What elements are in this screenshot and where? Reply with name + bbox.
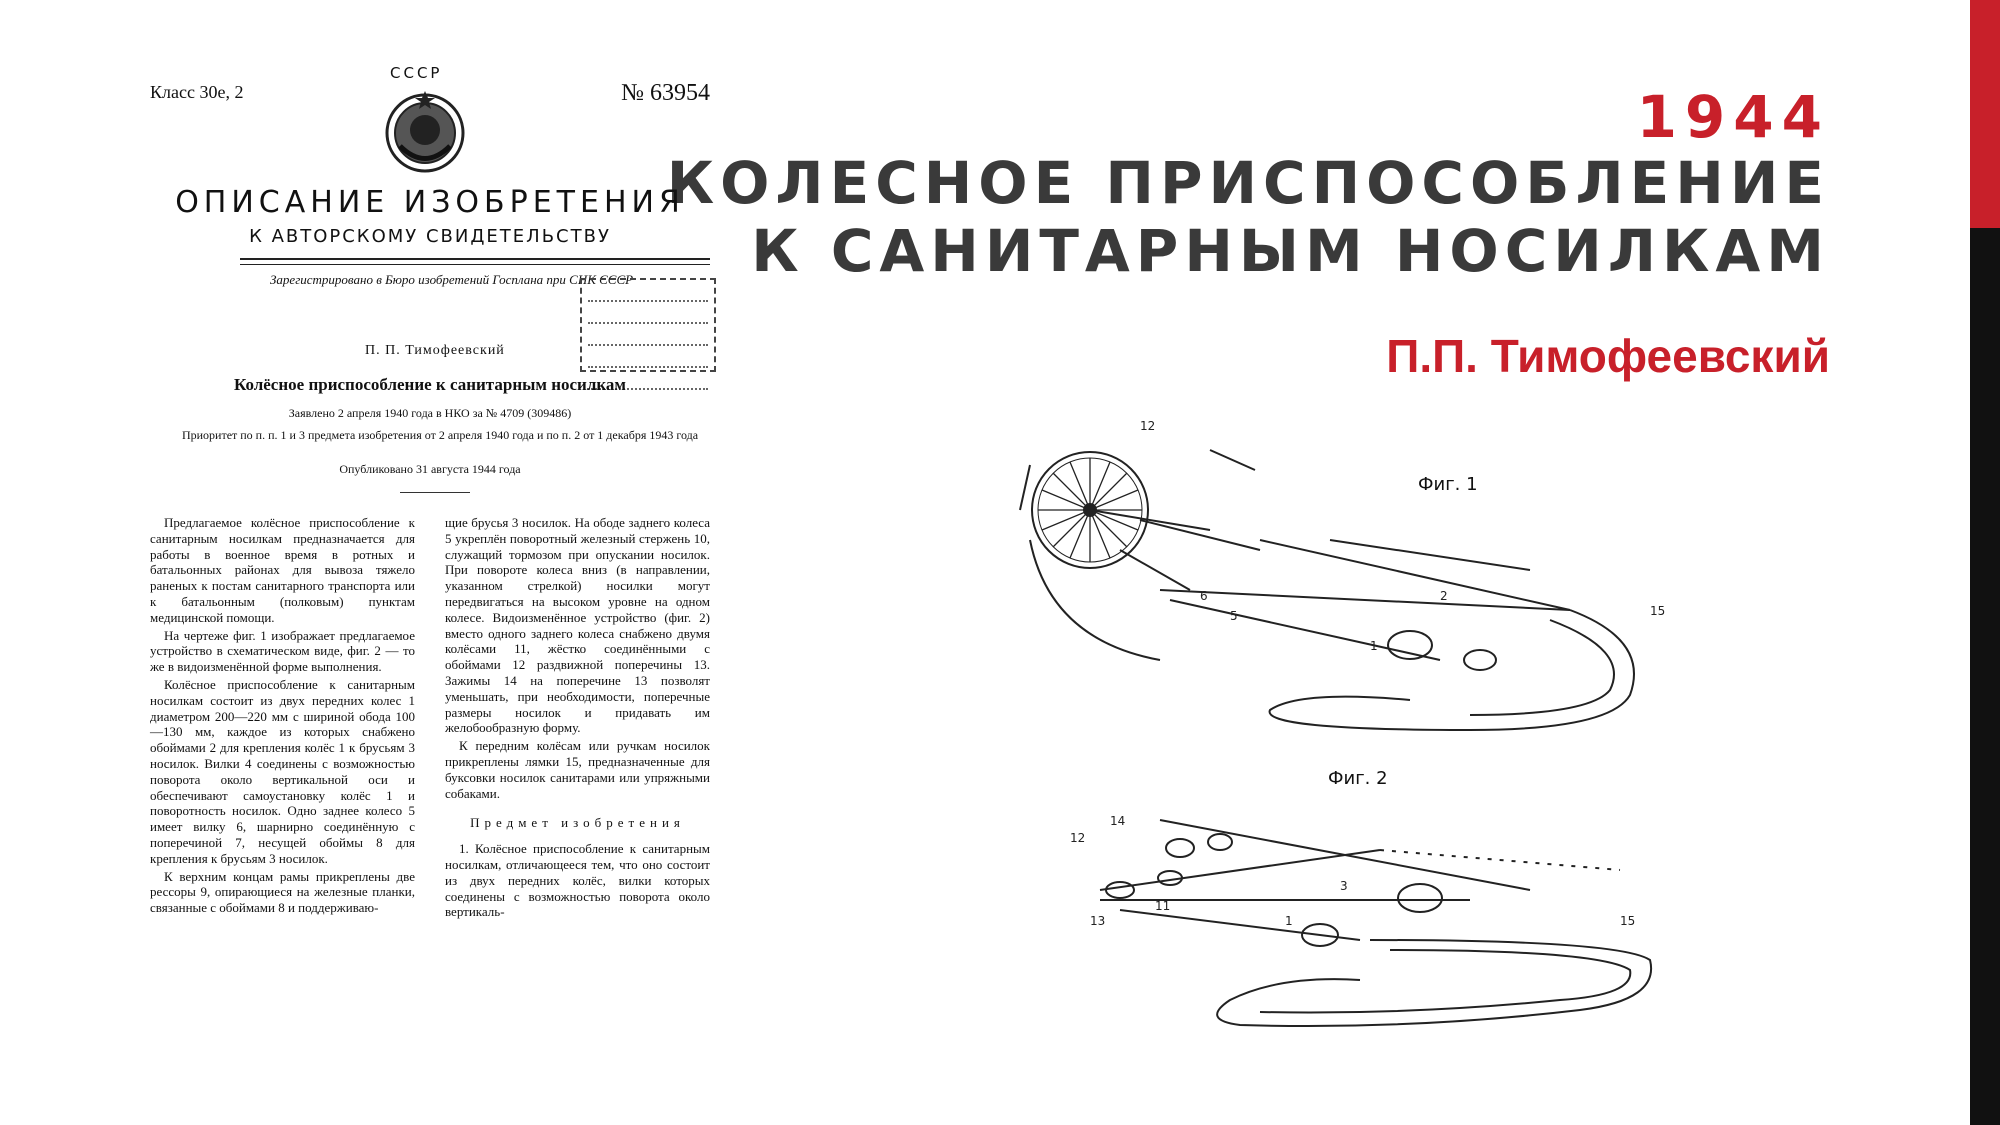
patent-document [140,60,720,1060]
slide-title-line-1: КОЛЕСНОЕ ПРИСПОСОБЛЕНИЕ [666,149,1830,217]
patent-declared: Заявлено 2 апреля 1940 года в НКО за № 4709 (309486) [288,406,572,420]
patent-claim: 1. Колёсное приспособление к санитарным носилкам, отличающееся тем, что оно состоит из двух передних колёс, вилки которых соединены с возможностью поворота около вертикаль- [445,841,710,920]
patent-subject-heading: Предмет изобретения [470,815,685,831]
library-stamp [580,278,716,372]
patent-paragraph: щие брусья 3 носилок. На ободе заднего колеса 5 укреплён поворотный железный стержень 10, служащий тормозом при опускании носилок. При повороте колеса вниз (в направлении, указанном стрелкой) носилки могут передвигаться на высоком уровне на одном колесе. Видоизменённое устройство (фиг. 2) вместо одного заднего колеса снабжено двумя колёсами 11, жёстко соединёнными с обоймами 12 раздвижной поперечины 13. Зажимы 14 на поперечине 13 позволят уменьшать, при необходимости, поперечные размеры носилок и придавать им желобообразную форму. [445,515,710,736]
divider [240,258,710,260]
svg-text:3: 3 [1340,879,1348,893]
slide-title-line-2: К САНИТАРНЫМ НОСИЛКАМ [751,217,1830,285]
svg-text:14: 14 [1110,814,1126,828]
svg-text:15: 15 [1650,604,1666,618]
patent-priority: Приоритет по п. п. 1 и 3 предмета изобретения от 2 апреля 1940 года и по п. 2 от 1 декабря 1943 года [181,428,699,442]
accent-bar-black [1970,228,2000,1125]
patent-published: Опубликовано 31 августа 1944 года [339,462,521,476]
figure-2-label: Фиг. 2 [1328,768,1388,789]
patent-left-column [150,515,415,918]
patent-ussr-label: СССР [390,64,443,82]
svg-text:13: 13 [1090,914,1106,928]
slide-title-block [667,85,1830,383]
svg-text:1: 1 [1285,914,1293,928]
slide-author: П.П. Тимофеевский [1386,330,1830,382]
patent-paragraph: К верхним концам рамы прикреплены две рессоры 9, опирающиеся на железные планки, связанные с обоймами 8 и поддерживаю- [150,868,415,916]
divider [240,264,710,265]
patent-right-column [445,515,710,922]
patent-class: Класс 30е, 2 [150,82,244,102]
svg-text:2: 2 [1440,589,1448,603]
svg-text:6: 6 [1200,589,1208,603]
svg-text:11: 11 [1155,899,1171,913]
svg-text:12: 12 [1140,419,1156,433]
divider [400,492,470,493]
svg-text:1: 1 [1370,639,1378,653]
patent-paragraph: Предлагаемое колёсное приспособление к санитарным носилкам предназначается для работы в военное время в ротных и батальонных районах для вывоза тяжело раненых к постам санитарного транспорта или к батальонным (полковым) пунктам медицинской помощи. [150,515,415,625]
patent-subheading: К АВТОРСКОМУ СВИДЕТЕЛЬСТВУ [249,226,611,247]
ussr-emblem-icon [380,86,470,176]
patent-heading: ОПИСАНИЕ ИЗОБРЕТЕНИЯ [175,185,685,220]
figure-2-drawing [1060,800,1660,1040]
patent-paragraph: К передним колёсам или ручкам носилок прикреплены лямки 15, предназначенные для буксовки носилок санитарами или упряжными собаками. [445,738,710,801]
patent-number: № 63954 [621,80,710,106]
svg-text:5: 5 [1230,609,1238,623]
svg-text:15: 15 [1620,914,1636,928]
patent-paragraph: Колёсное приспособление к санитарным носилкам состоит из двух передних колес 1 диаметром 200—220 мм с шириной обода 100—130 мм, каждое из которых снабжено обоймами 2 для крепления колёс 1 к брусьям 3 носилок. Вилки 4 соединены с возможностью поворота около вертикальной оси и обеспечивают самоустановку колёс 1 и поворотность носилок. Одно заднее колесо 5 имеет вилку 6, шарнирно соединённую с поперечиной 7, несущей обоймы 8 для крепления к брусьям 3 носилок. [150,676,415,866]
slide-year: 1944 [1636,83,1830,151]
figure-1-label: Фиг. 1 [1418,474,1478,495]
patent-registered: Зарегистрировано в Бюро изобретений Госплана при СНК СССР [270,272,634,287]
patent-title: Колёсное приспособление к санитарным носилкам [233,375,627,394]
patent-paragraph: На чертеже фиг. 1 изображает предлагаемое устройство в схематическом виде, фиг. 2 — то же в видоизменённой форме выполнения. [150,627,415,675]
svg-text:12: 12 [1070,831,1086,845]
patent-author: П. П. Тимофеевский [365,343,505,358]
accent-bar-red [1970,0,2000,228]
figure-1-drawing [1010,410,1670,750]
